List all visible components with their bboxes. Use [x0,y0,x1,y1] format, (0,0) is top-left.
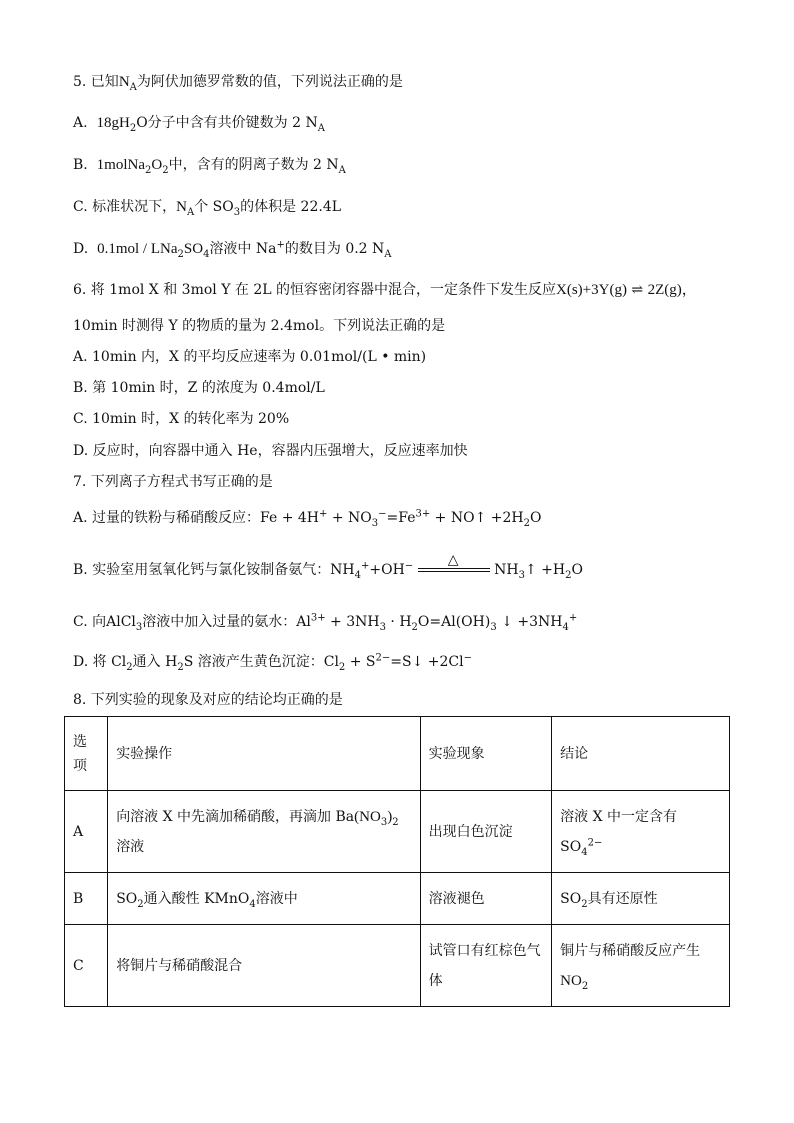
row-label: B [65,873,108,925]
row-phenomenon: 溶液褪色 [420,873,552,925]
q7-option-d: D. 将 $Cl_2$通入 $H_2S$ 溶液产生黄色沉淀：$Cl_2$ + $S^{2-}=S↓ +2Cl^-$ [73,652,473,673]
header-option: 选项 [65,717,108,791]
row-operation: 将铜片与稀硝酸混合 [108,925,420,1007]
row-conclusion: $SO_2$具有还原性 [552,873,730,925]
q5-option-b: B. $1molNa_2O_2$中，含有的阴离子数为 2 $N_A$ [73,157,346,176]
heat-arrow-icon: △ [418,560,490,580]
q6-stem-line2: 10min 时测得 Y 的物质的量为 2.4mol。下列说法正确的是 [73,318,446,334]
q6-option-d: D. 反应时，向容器中通入 He，容器内压强增大，反应速率加快 [73,443,468,459]
q5-stem: 5. 已知$N_A$为阿伏加德罗常数的值，下列说法正确的是 [73,74,403,93]
q5-option-a: A. $18gH_2O$分子中含有共价键数为 2 $N_A$ [73,115,325,134]
q7-stem: 7. 下列离子方程式书写正确的是 [73,474,273,490]
header-phenomenon: 实验现象 [420,717,552,791]
row-operation: 向溶液 X 中先滴加稀硝酸，再滴加 $Ba(NO_3)_2$ 溶液 [108,791,420,873]
table-row [65,925,730,1007]
q5-option-c: C. 标准状况下，$N_A$个 $SO_3$的体积是 22.4L [73,199,342,218]
q7-option-a: A. 过量的铁粉与稀硝酸反应：$Fe + 4H^+ + NO_3^-=Fe^{3+}$ + NO↑ $+2H_2O$ [73,508,542,529]
q6-option-c: C. 10min 时，X 的转化率为 20% [73,411,290,427]
table-header-row [65,717,730,791]
row-label: A [65,791,108,873]
experiment-table [64,716,730,1007]
table-row [65,873,730,925]
q6-stem-line1: 6. 将 1mol X 和 3mol Y 在 2L 的恒容密闭容器中混合，一定条件下发生反应X(s)+3Y(g) ⇌ 2Z(g)， [73,282,697,298]
q7-option-b: B. 实验室用氢氧化钙与氯化铵制备氨气：$NH_4^++OH^-$ △ $NH_3↑ +H_2O$ [73,552,583,581]
row-conclusion: 溶液 X 中一定含有 $SO_4^{2-}$ [552,791,730,873]
table-row [65,791,730,873]
row-conclusion: 铜片与稀硝酸反应产生 $NO_2$ [552,925,730,1007]
q6-option-b: B. 第 10min 时，Z 的浓度为 0.4mol/L [73,380,325,396]
reversible-arrow-icon: ⇌ [631,282,644,298]
row-phenomenon: 试管口有红棕色气体 [420,925,552,1007]
q8-stem: 8. 下列实验的现象及对应的结论均正确的是 [73,692,343,708]
q7-option-c: C. 向AlCl$_3$溶液中加入过量的氨水：$Al^{3+} + 3NH_3 \cdot H_2O=Al(OH)_3$ ↓ $+3NH_4^+$ [73,612,578,633]
row-label: C [65,925,108,1007]
header-operation: 实验操作 [108,717,420,791]
q6-option-a: A. 10min 内，X 的平均反应速率为 0.01mol/(L • min) [73,349,427,365]
q5-option-d: D. $0.1mol / LNa_2SO_4$溶液中 Na+的数目为 0.2 $N_A$ [73,239,392,260]
row-phenomenon: 出现白色沉淀 [420,791,552,873]
header-conclusion: 结论 [552,717,730,791]
row-operation: $SO_2$通入酸性 KMnO$_4$溶液中 [108,873,420,925]
